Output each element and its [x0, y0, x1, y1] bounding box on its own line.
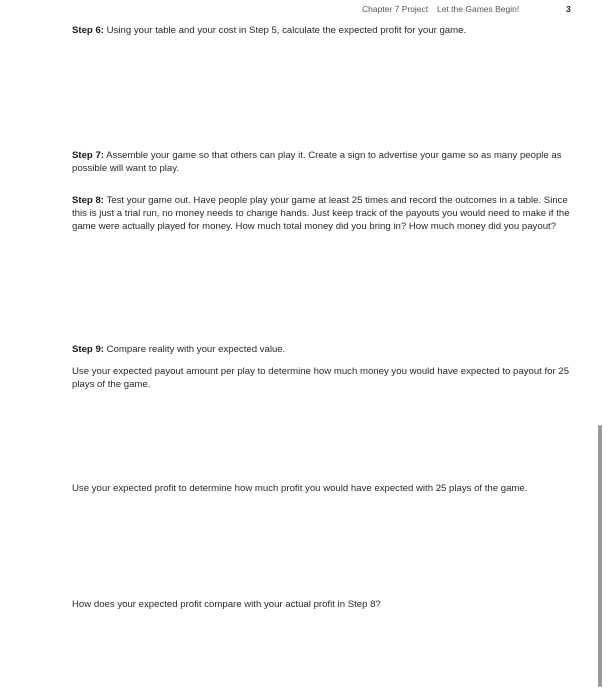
- question-2-text: Use your expected profit to determine how much profit you would have expected with 25 plays of the game.: [72, 483, 528, 494]
- step-7-text: Assemble your game so that others can play it. Create a sign to advertise your game so as many people as possible will want to play.: [72, 150, 562, 175]
- page-header: [300, 4, 580, 18]
- step-8: [72, 194, 572, 234]
- step-7-label: Step 7:: [72, 150, 104, 161]
- step-7: [72, 149, 572, 175]
- step-8-text: Test your game out. Have people play your game at least 25 times and record the outcomes in a table. Since this is just a trial run, no money needs to change hands. Just keep track of the payouts you would need to make if the game were actually played for money. How much total money did you bring in? How much money did you payout?: [72, 195, 570, 233]
- step-6-label: Step 6:: [72, 25, 104, 36]
- question-expected-payout: [72, 365, 572, 391]
- question-3-text: How does your expected profit compare with your actual profit in Step 8?: [72, 599, 381, 610]
- chapter-label: Chapter 7 Project: [362, 4, 429, 14]
- step-6-text: Using your table and your cost in Step 5, calculate the expected profit for your game.: [106, 25, 467, 36]
- vertical-scrollbar[interactable]: [598, 425, 602, 687]
- step-6: [72, 24, 572, 37]
- chapter-title: Let the Games Begin!: [437, 4, 520, 14]
- step-9-label: Step 9:: [72, 344, 104, 355]
- step-8-label: Step 8:: [72, 195, 104, 206]
- step-9-text: Compare reality with your expected value.: [106, 344, 286, 355]
- question-1-text: Use your expected payout amount per play to determine how much money you would have expected to payout for 25 plays of the game.: [72, 366, 570, 391]
- page-number: 3: [566, 4, 571, 14]
- question-compare-profit: [72, 598, 572, 611]
- question-expected-profit: [72, 482, 572, 495]
- step-9: [72, 343, 572, 356]
